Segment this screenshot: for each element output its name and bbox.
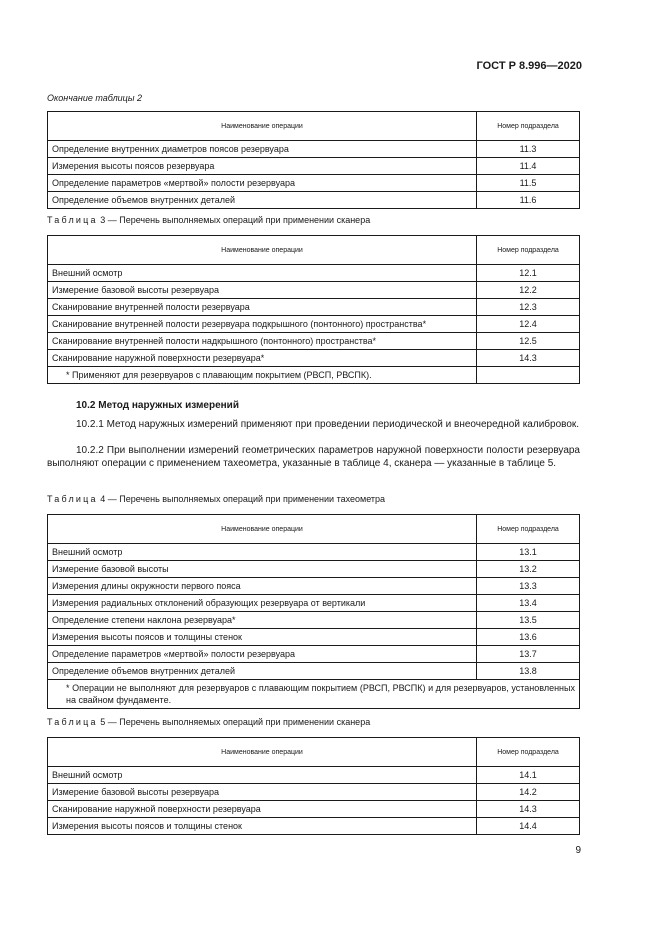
table-note-row <box>48 680 580 709</box>
table-continuation-caption: Окончание таблицы 2 <box>47 93 142 103</box>
table-row <box>48 192 580 209</box>
operation-cell: Измерения высоты поясов и толщины стенок <box>48 629 477 646</box>
subsection-cell: 11.3 <box>477 141 580 158</box>
table-row <box>48 801 580 818</box>
table-number: 5 <box>100 717 106 727</box>
table-row <box>48 578 580 595</box>
operation-cell: Измерение базовой высоты резервуара <box>48 282 477 299</box>
subsection-cell: 13.6 <box>477 629 580 646</box>
subsection-cell: 14.4 <box>477 818 580 835</box>
subsection-cell: 13.2 <box>477 561 580 578</box>
subsection-cell: 13.4 <box>477 595 580 612</box>
table-row <box>48 629 580 646</box>
column-header-subsection: Номер подраздела <box>477 236 580 265</box>
operation-cell: Измерения длины окружности первого пояса <box>48 578 477 595</box>
standard-designation: ГОСТ Р 8.996—2020 <box>476 60 582 72</box>
table-title: — Перечень выполняемых операций при применении сканера <box>105 717 371 727</box>
operation-cell: Внешний осмотр <box>48 265 477 282</box>
table-row <box>48 595 580 612</box>
column-header-operation: Наименование операции <box>48 738 477 767</box>
table-row <box>48 646 580 663</box>
subsection-cell: 14.3 <box>477 801 580 818</box>
column-header-subsection: Номер подраздела <box>477 112 580 141</box>
operation-cell: Измерения высоты поясов резервуара <box>48 158 477 175</box>
table-note-row <box>48 367 580 384</box>
operation-cell: Измерение базовой высоты <box>48 561 477 578</box>
table-row <box>48 350 580 367</box>
column-header-subsection: Номер подраздела <box>477 738 580 767</box>
table-5-caption <box>47 717 370 727</box>
table-row <box>48 282 580 299</box>
table-row <box>48 612 580 629</box>
table-3-caption <box>47 215 370 225</box>
subsection-cell: 14.3 <box>477 350 580 367</box>
subsection-cell: 12.4 <box>477 316 580 333</box>
column-header-operation: Наименование операции <box>48 112 477 141</box>
paragraph: 10.2.1 Метод наружных измерений применяют при проведении периодической и внеочередной калибровок. <box>76 419 580 430</box>
operation-cell: Сканирование наружной поверхности резервуара <box>48 801 477 818</box>
column-header-subsection: Номер подраздела <box>477 515 580 544</box>
table-row <box>48 767 580 784</box>
operation-cell: Определение объемов внутренних деталей <box>48 663 477 680</box>
table-header-row <box>48 112 580 141</box>
subsection-cell: 13.5 <box>477 612 580 629</box>
subsection-cell: 14.1 <box>477 767 580 784</box>
table-row <box>48 818 580 835</box>
operation-cell: Внешний осмотр <box>48 767 477 784</box>
table-title: — Перечень выполняемых операций при применении тахеометра <box>105 494 386 504</box>
subsection-cell: 12.2 <box>477 282 580 299</box>
empty-cell <box>477 367 580 384</box>
subsection-cell: 11.4 <box>477 158 580 175</box>
table-row <box>48 663 580 680</box>
operation-cell: Определение параметров «мертвой» полости резервуара <box>48 646 477 663</box>
table-title: — Перечень выполняемых операций при применении сканера <box>105 215 371 225</box>
subsection-cell: 13.7 <box>477 646 580 663</box>
subsection-cell: 14.2 <box>477 784 580 801</box>
column-header-operation: Наименование операции <box>48 236 477 265</box>
table-row <box>48 265 580 282</box>
page-number: 9 <box>575 845 581 856</box>
operation-cell: Сканирование внутренней полости резервуара <box>48 299 477 316</box>
operation-cell: Измерения высоты поясов и толщины стенок <box>48 818 477 835</box>
table-2-end <box>47 111 580 209</box>
table-5 <box>47 737 580 835</box>
table-row <box>48 175 580 192</box>
operation-cell: Внешний осмотр <box>48 544 477 561</box>
table-row <box>48 333 580 350</box>
table-footnote: * Операции не выполняют для резервуаров с плавающим покрытием (РВСП, РВСПК) и для резервуаров, установленных на свайном фундаменте. <box>48 680 580 709</box>
operation-cell: Измерение базовой высоты резервуара <box>48 784 477 801</box>
operation-cell: Измерения радиальных отклонений образующих резервуара от вертикали <box>48 595 477 612</box>
table-3 <box>47 235 580 384</box>
table-label: Таблица <box>47 215 98 225</box>
operation-cell: Определение внутренних диаметров поясов резервуара <box>48 141 477 158</box>
table-header-row <box>48 738 580 767</box>
table-header-row <box>48 515 580 544</box>
table-row <box>48 299 580 316</box>
table-row <box>48 141 580 158</box>
table-row <box>48 158 580 175</box>
table-label: Таблица <box>47 717 98 727</box>
section-heading: 10.2 Метод наружных измерений <box>76 400 239 411</box>
operation-cell: Сканирование наружной поверхности резервуара* <box>48 350 477 367</box>
table-4-caption <box>47 494 385 504</box>
subsection-cell: 11.5 <box>477 175 580 192</box>
table-row <box>48 561 580 578</box>
table-row <box>48 544 580 561</box>
subsection-cell: 13.8 <box>477 663 580 680</box>
table-label: Таблица <box>47 494 98 504</box>
table-number: 4 <box>100 494 106 504</box>
subsection-cell: 12.1 <box>477 265 580 282</box>
operation-cell: Определение степени наклона резервуара* <box>48 612 477 629</box>
subsection-cell: 13.3 <box>477 578 580 595</box>
table-header-row <box>48 236 580 265</box>
subsection-cell: 12.5 <box>477 333 580 350</box>
subsection-cell: 13.1 <box>477 544 580 561</box>
table-row <box>48 784 580 801</box>
table-4 <box>47 514 580 709</box>
operation-cell: Определение параметров «мертвой» полости резервуара <box>48 175 477 192</box>
column-header-operation: Наименование операции <box>48 515 477 544</box>
table-number: 3 <box>100 215 106 225</box>
table-row <box>48 316 580 333</box>
paragraph: 10.2.2 При выполнении измерений геометрических параметров наружной поверхности полости резервуара выполняют операции с применением тахеометра, указанные в таблице 4, сканера — указанные в таблице 5. <box>47 445 580 469</box>
subsection-cell: 12.3 <box>477 299 580 316</box>
subsection-cell: 11.6 <box>477 192 580 209</box>
operation-cell: Сканирование внутренней полости надкрышного (понтонного) пространства* <box>48 333 477 350</box>
operation-cell: Определение объемов внутренних деталей <box>48 192 477 209</box>
operation-cell: Сканирование внутренней полости резервуара подкрышного (понтонного) пространства* <box>48 316 477 333</box>
table-footnote: * Применяют для резервуаров с плавающим покрытием (РВСП, РВСПК). <box>48 367 477 384</box>
